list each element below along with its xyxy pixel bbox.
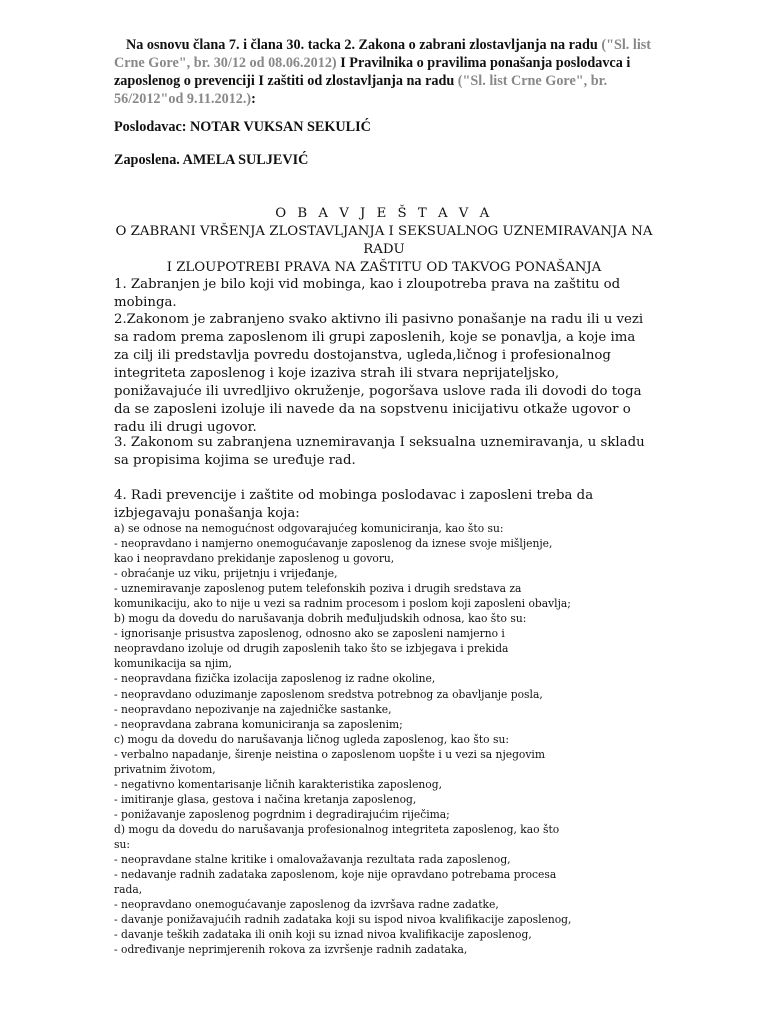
list-item: - neopravdane stalne kritike i omalovažavanja rezultata rada zaposlenog, (114, 853, 511, 867)
list-item: privatnim životom, (114, 762, 216, 776)
list-item: rada, (114, 883, 143, 897)
behavior-list (114, 521, 674, 957)
employee-line: Zaposlena. AMELA SULJEVIĆ (114, 152, 309, 168)
list-item: neopravdano izoluje od drugih zaposlenih tako što se izbjegava i prekida (114, 642, 509, 656)
list-item: kao i neopravdano prekidanje zaposlenog u govoru, (114, 552, 395, 566)
list-item: - davanje ponižavajućih radnih zadataka koji su ispod nivoa kvalifikacije zaposlenog, (114, 913, 572, 927)
list-item: - imitiranje glasa, gestova i načina kretanja zaposlenog, (114, 792, 417, 806)
intro-end: : (251, 91, 256, 107)
gazette-reference-a: ("Sl. list Crne Gore", br. 30/12 od 08.06.2012) (114, 37, 651, 71)
list-item: - neopravdano i namjerno onemogućavanje zaposlenog da iznese svoje mišljenje, (114, 537, 553, 551)
intro-text-b: I Pravilnika o pravilima ponašanja poslodavca i zaposlenog o prevenciji I zaštiti od zlostavljanja na radu (114, 55, 631, 89)
list-item: - verbalno napadanje, širenje neistina o zaposlenom uopšte i u vezi sa njegovim (114, 747, 545, 761)
paragraph-3: 3. Zakonom su zabranjena uznemiravanja I seksualna uznemiravanja, u skladu sa propisima kojima se uređuje rad. (114, 435, 645, 468)
list-item: - neopravdano onemogućavanje zaposlenog da izvršava radne zadatke, (114, 898, 499, 912)
title-line-2: O ZABRANI VRŠENJA ZLOSTAVLJANJA I SEKSUALNOG UZNEMIRAVANJA NA RADU (115, 224, 653, 257)
intro-text-a: Na osnovu člana 7. i člana 30. tacka 2. Zakona o zabrani zlostavljanja na radu (126, 37, 598, 53)
title-line-3: I ZLOUPOTREBI PRAVA NA ZAŠTITU OD TAKVOG PONAŠANJA (166, 260, 602, 275)
list-item: komunikaciju, ako to nije u vezi sa radnim procesom i poslom koji zaposleni obavlja; (114, 597, 571, 611)
list-item: - uznemiravanje zaposlenog putem telefonskih poziva i drugih sredstava za (114, 582, 522, 596)
paragraph-2: 2.Zakonom je zabranjeno svako aktivno ili pasivno ponašanje na radu ili u vezi sa radom prema zaposlenom ili grupi zaposlenih, koje se ponavlja, a koje ima za cilj ili predstavlja povredu dostojanstva, ugleda,ličnog i profesionalnog integriteta zaposlenog i koje izaziva strah ili stvara neprijateljsko, ponižavajuće ili uvredljivo okruženje, pogoršava uslove rada ili dovodi do toga da se zaposleni izoluje ili navede da na sopstvenu inicijativu otkaže ugovor o radu ili drugi ugovor. (114, 312, 644, 435)
list-item: su: (114, 837, 130, 851)
list-item: - neopravdana zabrana komuniciranja sa zaposlenim; (114, 717, 403, 731)
document-title (100, 205, 668, 277)
list-item: d) mogu da dovedu do narušavanja profesionalnog integriteta zaposlenog, kao što (114, 822, 560, 836)
employer-line: Poslodavac: NOTAR VUKSAN SEKULIĆ (114, 119, 371, 135)
list-item: - neopravdano nepozivanje na zajedničke sastanke, (114, 702, 392, 716)
list-item: komunikacija sa njim, (114, 657, 232, 671)
list-item: - davanje teških zadataka ili onih koji su iznad nivoa kvalifikacije zaposlenog, (114, 928, 532, 942)
list-item: - neopravdana fizička izolacija zaposlenog iz radne okoline, (114, 672, 436, 686)
list-item: - ignorisanje prisustva zaposlenog, odnosno ako se zaposleni namjerno i (114, 627, 505, 641)
paragraph-4: 4. Radi prevencije i zaštite od mobinga poslodavac i zaposleni treba da izbjegavaju ponašanja koja: (114, 488, 594, 521)
list-item: - obraćanje uz viku, prijetnju i vrijeđanje, (114, 567, 338, 581)
list-item: - negativno komentarisanje ličnih karakteristika zaposlenog, (114, 777, 442, 791)
list-item: a) se odnose na nemogućnost odgovarajućeg komuniciranja, kao što su: (114, 522, 504, 535)
title-line-1: O B A V J E Š T A V A (275, 206, 493, 221)
paragraph-1: 1. Zabranjen je bilo koji vid mobinga, kao i zloupotreba prava na zaštitu od mobinga. (114, 277, 621, 310)
list-item: - ponižavanje zaposlenog pogrdnim i degradirajućim riječima; (114, 807, 450, 821)
list-item: b) mogu da dovedu do narušavanja dobrih međuljudskih odnosa, kao što su: (114, 612, 527, 626)
list-item: - određivanje neprimjerenih rokova za izvršenje radnih zadataka, (114, 943, 468, 957)
legal-basis-intro (114, 36, 654, 108)
list-item: - neopravdano oduzimanje zaposlenom sredstva potrebnog za obavljanje posla, (114, 687, 543, 701)
gazette-reference-b: ("Sl. list Crne Gore", br. 56/2012"od 9.11.2012.) (114, 73, 608, 107)
list-item: - nedavanje radnih zadataka zaposlenom, koje nije opravdano potrebama procesa (114, 868, 557, 882)
list-item: c) mogu da dovedu do narušavanja ličnog ugleda zaposlenog, kao što su: (114, 732, 509, 746)
